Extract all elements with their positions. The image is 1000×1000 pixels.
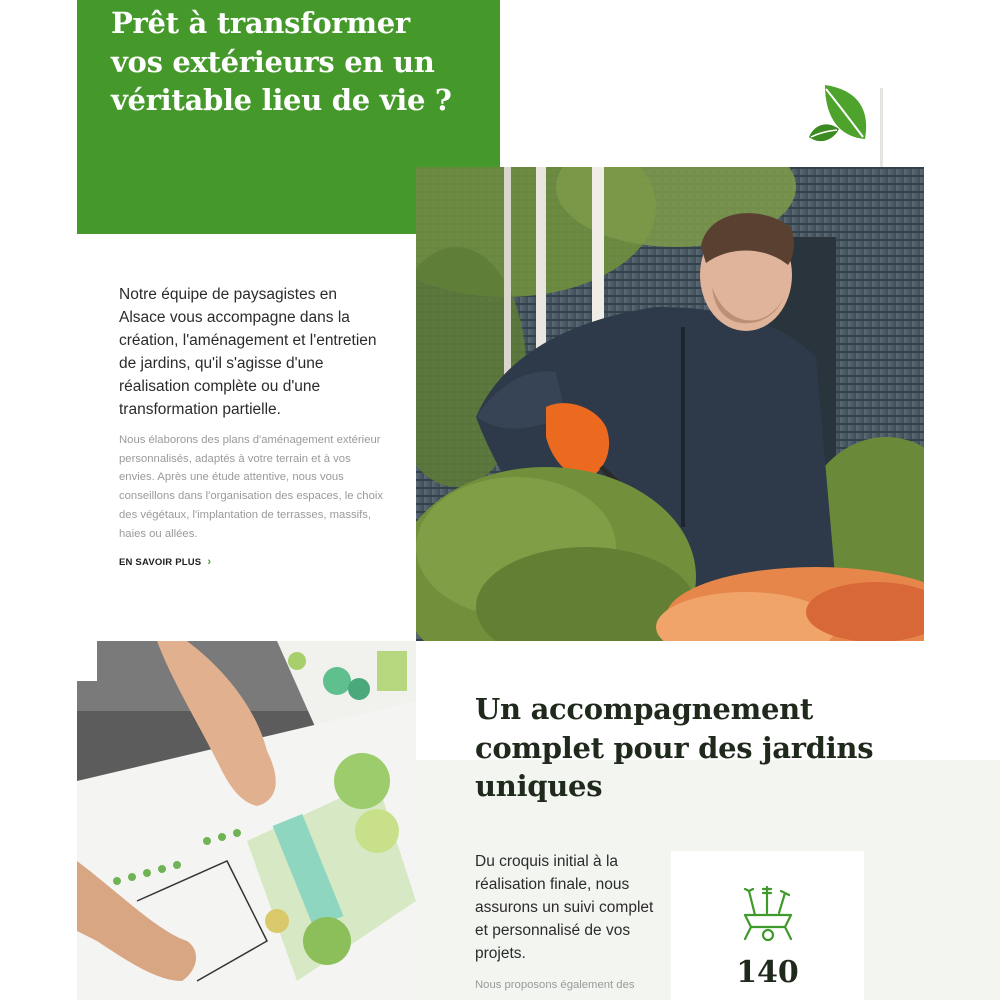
- section-title: Un accompagnement complet pour des jardins uniques: [475, 692, 874, 803]
- section-lead: Du croquis initial à la réalisation finale, nous assurons un suivi complet et personnalisé de vos projets.: [475, 853, 654, 962]
- stat-value: 140: [736, 955, 799, 990]
- gardener-photo: [416, 167, 924, 641]
- leaf-icon: [805, 83, 871, 147]
- section-body: Nous proposons également des: [475, 979, 635, 991]
- stat-card: [671, 851, 864, 1000]
- wheelbarrow-tools-icon: [741, 883, 795, 943]
- chevron-right-icon: ›: [207, 556, 212, 568]
- intro-body: Nous élaborons des plans d'aménagement extérieur personnalisés, adaptés à votre terrain et à vos envies. Après une étude attentive, nous vous conseillons dans l'organisation des espaces, le choix des végétaux, l'implantation de terrasses, massifs, haies ou allées.: [119, 434, 384, 540]
- learn-more-label: EN SAVOIR PLUS: [119, 556, 202, 568]
- hero-title: Prêt à transformer vos extérieurs en un véritable lieu de vie ?: [111, 6, 452, 117]
- learn-more-link[interactable]: [119, 556, 211, 568]
- garden-plan-photo: [77, 641, 416, 1000]
- intro-lead: Notre équipe de paysagistes en Alsace vous accompagne dans la création, l'aménagement et l'entretien de jardins, qu'il s'agisse d'une réalisation complète ou d'une transformation partielle.: [119, 286, 377, 418]
